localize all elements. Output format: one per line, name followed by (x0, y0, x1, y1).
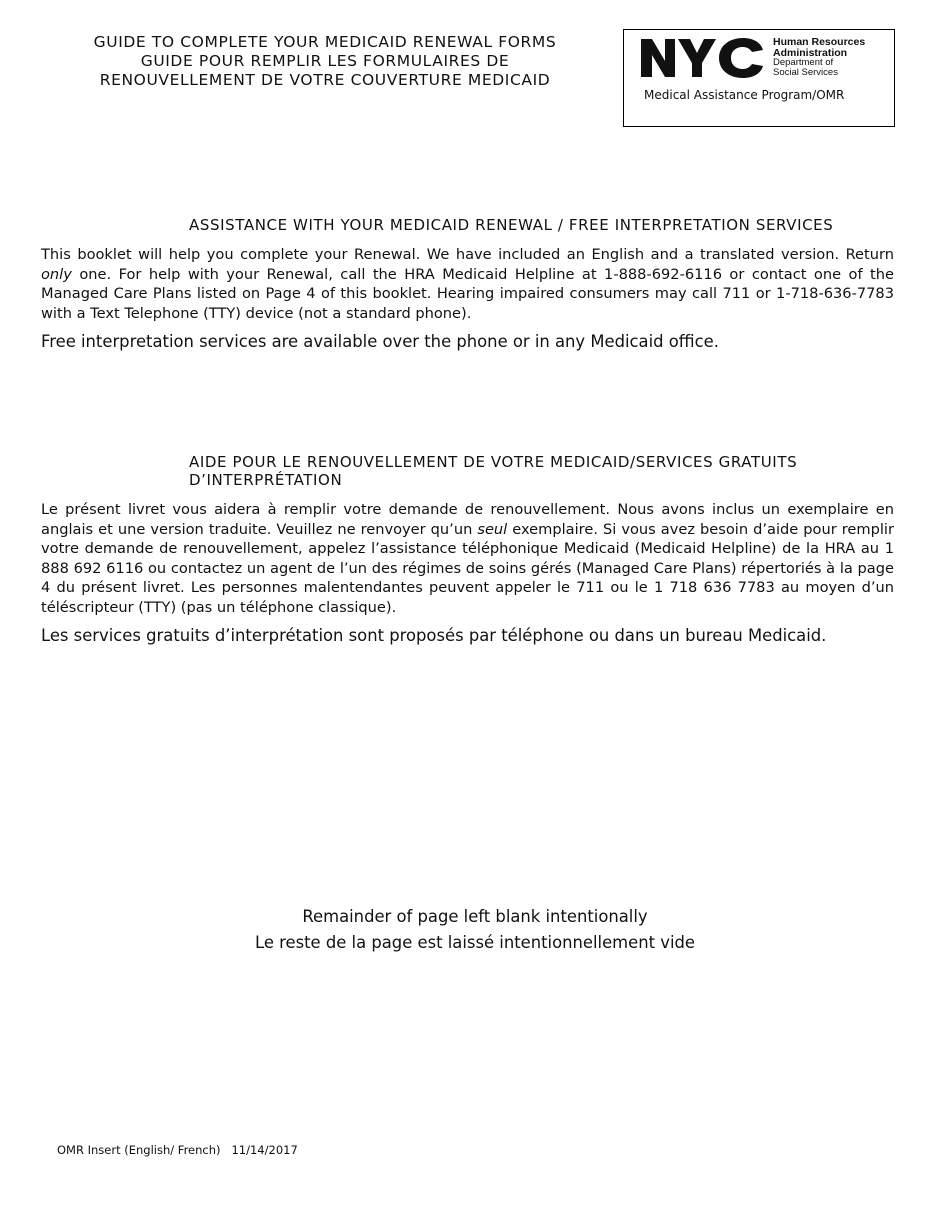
english-body-part1: This booklet will help you complete your Renewal. We have included an English and a translated version. Return (41, 246, 894, 263)
english-interpretation-note: Free interpretation services are available over the phone or in any Medicaid office. (41, 332, 719, 351)
agency-name (773, 37, 865, 77)
blank-page-note-english: Remainder of page left blank intentionally (302, 907, 648, 926)
program-name: Medical Assistance Program/OMR (644, 88, 845, 102)
nyc-logo (641, 37, 767, 79)
agency-line-1: Human Resources (773, 36, 866, 48)
french-heading-line2: D’INTERPRÉTATION (189, 471, 343, 489)
title-french-line1: GUIDE POUR REMPLIR LES FORMULAIRES DE (140, 52, 510, 70)
form-footer (57, 1143, 298, 1157)
english-body-paragraph (41, 245, 894, 323)
english-body-emphasis: only (41, 265, 72, 283)
agency-line-3: Department of (773, 57, 834, 68)
english-section-heading: ASSISTANCE WITH YOUR MEDICAID RENEWAL / FREE INTERPRETATION SERVICES (189, 216, 834, 234)
title-english: GUIDE TO COMPLETE YOUR MEDICAID RENEWAL FORMS (93, 33, 557, 51)
agency-line-4: Social Services (773, 66, 838, 78)
french-body-paragraph (41, 500, 894, 618)
blank-page-note-french: Le reste de la page est laissé intentionnellement vide (254, 933, 696, 952)
french-body-emphasis: seul (477, 520, 508, 538)
french-interpretation-note: Les services gratuits d’interprétation sont proposés par téléphone ou dans un bureau Medicaid. (41, 626, 827, 645)
french-body-part1: Le présent livret vous aidera à remplir votre demande de renouvellement. Nous avons inclus un exemplaire en anglais et une version traduite. Veuillez ne renvoyer qu’un (41, 501, 894, 538)
document-title (60, 33, 590, 90)
french-heading-line1: AIDE POUR LE RENOUVELLEMENT DE VOTRE MEDICAID/SERVICES GRATUITS (189, 453, 798, 471)
french-body-part2: exemplaire. Si vous avez besoin d’aide pour remplir votre demande de renouvellement, appelez l’assistance téléphonique Medicaid (Medicaid Helpline) de la HRA au 1 888 692 6116 ou contactez un agent de l’un des régimes de soins gérés (Managed Care Plans) répertoriés à la page 4 du présent livret. Les personnes malentendantes peuvent appeler le 711 ou le 1 718 636 7783 au moyen d’un téléscripteur (TTY) (pas un téléphone classique). (41, 520, 894, 616)
english-body-part2: one. For help with your Renewal, call the HRA Medicaid Helpline at 1-888-692-6116 or contact one of the Managed Care Plans listed on Page 4 of this booklet. Hearing impaired consumers may call 711 or 1-718-636-7783 with a Text Telephone (TTY) device (not a standard phone). (41, 265, 894, 322)
french-section-heading (189, 453, 895, 489)
footer-date: 11/14/2017 (231, 1143, 298, 1157)
agency-line-2: Administration (773, 46, 848, 59)
footer-form-id: OMR Insert (English/ French) (57, 1143, 221, 1157)
agency-logo-box (623, 29, 895, 127)
title-french-line2: RENOUVELLEMENT DE VOTRE COUVERTURE MEDICAID (99, 71, 551, 89)
